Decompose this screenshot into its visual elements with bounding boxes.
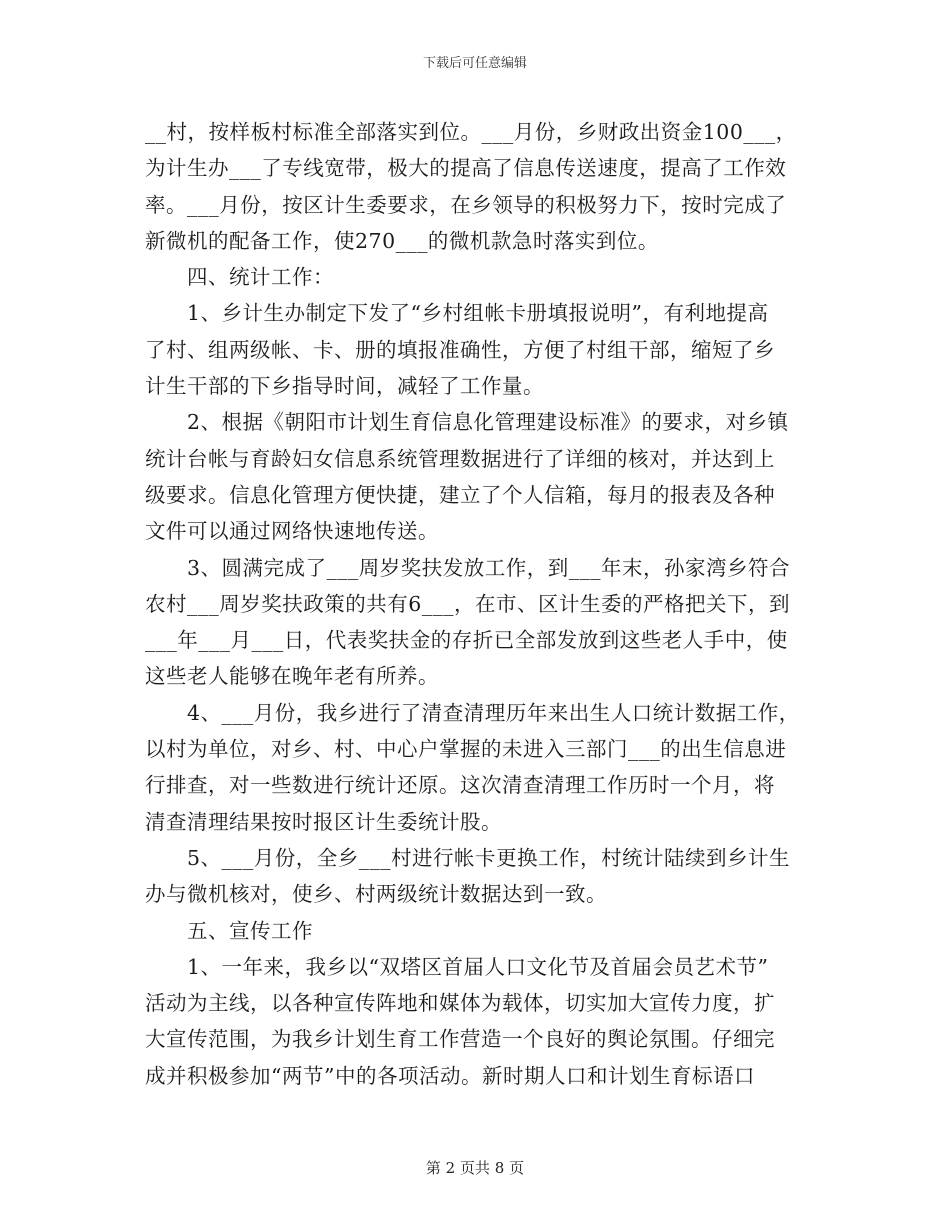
page-header-note: 下载后可任意编辑 [422, 56, 527, 71]
body-line: 农村___周岁奖扶政策的共有6___，在市、区计生委的严格把关下，到 [145, 591, 791, 616]
body-line: 清查清理结果按时报区计生委统计股。 [145, 809, 502, 834]
body-line: 3、圆满完成了___周岁奖扶发放工作，到___年末，孙家湾乡符合 [187, 555, 791, 580]
body-line: 5、___月份，全乡___村进行帐卡更换工作，村统计陆续到乡计生 [187, 845, 791, 870]
body-line: 了村、组两级帐、卡、册的填报准确性，方便了村组干部，缩短了乡 [145, 337, 775, 362]
body-line: 级要求。信息化管理方便快捷，建立了个人信箱，每月的报表及各种 [145, 482, 775, 507]
body-line: __村，按样板村标准全部落实到位。___月份，乡财政出资金100___， [145, 120, 797, 144]
section-heading: 四、统计工作： [187, 265, 334, 290]
body-line: 办与微机核对，使乡、村两级统计数据达到一致。 [145, 882, 607, 907]
body-line: 大宣传范围，为我乡计划生育工作营造一个良好的舆论氛围。仔细完 [145, 1027, 775, 1052]
page-number: 第 2 页共 8 页 [425, 1159, 525, 1177]
body-line: 成并积极参加“两节”中的各项活动。新时期人口和计划生育标语口 [145, 1063, 755, 1088]
body-line: 活动为主线，以各种宣传阵地和媒体为载体，切实加大宣传力度，扩 [145, 991, 775, 1016]
section-heading: 五、宣传工作 [187, 918, 313, 943]
body-line: 1、一年来，我乡以“双塔区首届人口文化节及首届会员艺术节” [187, 954, 769, 979]
body-line: 2、根据《朝阳市计划生育信息化管理建设标准》的要求，对乡镇 [187, 410, 789, 435]
body-line: 行排查，对一些数进行统计还原。这次清查清理工作历时一个月，将 [145, 773, 775, 798]
body-line: 以村为单位，对乡、村、中心户掌握的未进入三部门___的出生信息进 [145, 737, 787, 762]
body-line: 1、乡计生办制定下发了“乡村组帐卡册填报说明”，有利地提高 [187, 301, 769, 326]
body-line: 统计台帐与育龄妇女信息系统管理数据进行了详细的核对，并达到上 [145, 446, 775, 471]
body-line: ___年___月___日，代表奖扶金的存折已全部发放到这些老人手中，使 [145, 628, 788, 653]
body-line: 为计生办___了专线宽带，极大的提高了信息传送速度，提高了工作效 [145, 156, 787, 181]
body-line: 4、___月份，我乡进行了清查清理历年来出生人口统计数据工作， [187, 700, 800, 725]
document-body [145, 114, 810, 1094]
body-line: 文件可以通过网络快速地传送。 [145, 519, 439, 544]
body-line: 率。___月份，按区计生委要求，在乡领导的积极努力下，按时完成了 [145, 192, 787, 217]
body-line: 新微机的配备工作，使270___的微机款急时落实到位。 [145, 228, 659, 253]
body-line: 计生干部的下乡指导时间，减轻了工作量。 [145, 374, 544, 399]
body-line: 这些老人能够在晚年老有所养。 [145, 664, 439, 689]
